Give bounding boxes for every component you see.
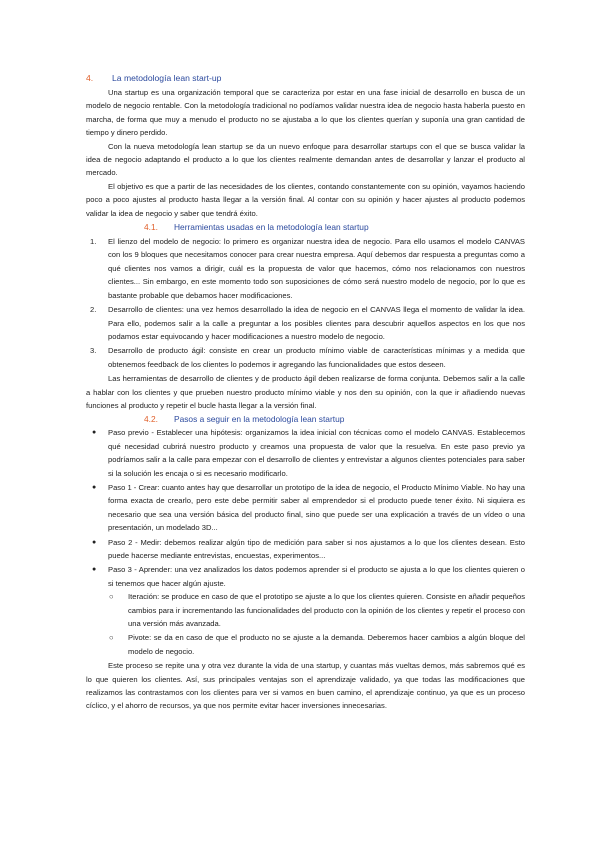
- list-item: [86, 481, 525, 535]
- bullet-icon: ●: [92, 483, 97, 491]
- circle-bullet-icon: ○: [109, 633, 114, 643]
- circle-bullet-icon: ○: [109, 592, 114, 602]
- bullet-icon: ●: [92, 538, 97, 546]
- subsection-number: 4.2.: [144, 414, 158, 425]
- list-item-term: El lienzo del modelo de negocio:: [108, 237, 222, 247]
- list-item-term: Desarrollo de clientes:: [108, 305, 184, 315]
- list-item: [86, 235, 525, 302]
- list-marker: 1.: [90, 237, 97, 247]
- list-item-text: una vez hemos desarrollado la idea de negocio en el CANVAS llega el momento de validar la idea. Para ello, podemos salir a la calle a preguntar a los posibles clientes para descubrir aquellos aspectos en los que nos podamos estar equivocando y hacer modificaciones a nuestro modelo de negocio.: [108, 305, 525, 341]
- list-item-text: consiste en crear un producto mínimo viable de características mínimas y a medida que obtenemos feedback de los clientes lo podemos ir agregando las funcionalidades que estos deseen.: [108, 346, 525, 369]
- tools-list: [86, 235, 525, 371]
- paragraph-objective: El objetivo es que a partir de las necesidades de los clientes, contando constantemente con su opinión, vayamos haciendo poco a poco ajustes al producto hasta llegar a la versión final. Al contar con su opinión y hacer ajustes al producto podemos validar la idea de negocio y saber que tendrá éxito.: [86, 181, 525, 218]
- paragraph-steps-closing: Este proceso se repite una y otra vez durante la vida de una startup, y cuantas más vueltas demos, más sabremos qué es lo que quieren los clientes. Así, sus principales ventajas son el aprendizaje validado, ya que todas las modificaciones que realizamos las contrastamos con los clientes para ver si vamos en buen camino, el aprendizaje continuo, ya que es un proceso cíclico, y el ahorro de recursos, ya que nos permite evitar hacer inversiones innecesarias.: [86, 661, 525, 711]
- section-heading-4: [86, 71, 525, 85]
- paragraph-tools-closing: Las herramientas de desarrollo de clientes y de producto ágil deben realizarse de forma conjunta. Debemos salir a la calle a hablar con los clientes y que prueben nuestro producto mínimo viable y nos den su opinión, con la que ir añadiendo nuevas funciones al producto y repetir el bucle hasta llegar a la versión final.: [86, 374, 525, 410]
- list-item: [86, 303, 525, 343]
- list-item-text: una vez analizados los datos podemos aprender si el producto se ajusta a lo que los clientes quieren o si tenemos que hacer algún ajuste.: [108, 565, 525, 588]
- list-item-term: Desarrollo de producto ágil:: [108, 346, 206, 356]
- sub-list-item: [86, 631, 525, 658]
- sub-list: [86, 590, 525, 658]
- list-item: [86, 344, 525, 371]
- sub-item-text: se da en caso de que el producto no se ajuste a la demanda. Deberemos hacer cambios a algún bloque del modelo de negocio.: [128, 633, 525, 656]
- sub-list-item: [86, 590, 525, 630]
- steps-list: [86, 426, 525, 658]
- list-item-text: debemos realizar algún tipo de medición para saber si nos ajustamos a lo que los clientes desean. Esto puede hacerse mediante entrevistas, encuestas, experimentos...: [108, 537, 525, 560]
- list-marker: 3.: [90, 346, 97, 356]
- list-item: [86, 563, 525, 658]
- list-marker: 2.: [90, 305, 97, 315]
- subsection-title: Herramientas usadas en la metodología lean startup: [174, 222, 369, 233]
- paragraph-lean-approach: Con la nueva metodología lean startup se da un nuevo enfoque para desarrollar startups con el que se busca validar la idea de negocio adaptando el producto a lo que los clientes realmente demandan antes de desarrollar y lanzar el producto al mercado.: [86, 141, 525, 178]
- sub-item-term: Iteración:: [128, 592, 160, 602]
- list-item-text: organizamos la idea inicial con técnicas como el modelo CANVAS. Establecemos qué necesidad cubrirá nuestro producto y creamos una propuesta de valor que la resuelva. En este paso previo ya podríamos salir a la calle para empezar con el desarrollo de clientes y entrevistar a algunos clientes potenciales para saber si la solución les encaja o si es necesario modificarlo.: [108, 428, 525, 478]
- document-content: [86, 71, 525, 713]
- bullet-icon: ●: [92, 429, 97, 437]
- list-item-text: lo primero es organizar nuestra idea de negocio. Para ello usamos el modelo CANVAS con los 9 bloques que necesitamos conocer para crear nuestra empresa. Aquí debemos dar respuesta a preguntas como a qué clientes nos vamos a dirigir, cuál es la propuesta de valor que hacemos, cómo nos relacionamos con nuestros clientes... Sin embargo, en este momento todo son suposiciones de cómo será nuestro modelo de negocio, por lo que es bastante probable que debamos hacer modificaciones.: [108, 237, 525, 300]
- subsection-title: Pasos a seguir en la metodología lean startup: [174, 414, 345, 425]
- list-item-term: Paso 2 - Medir:: [108, 537, 162, 547]
- subsection-number: 4.1.: [144, 222, 158, 233]
- section-heading-4-1: [144, 220, 525, 234]
- sub-item-text: se produce en caso de que el prototipo se ajuste a lo que los clientes quieren. Consiste en añadir pequeños cambios para ir incrementando las funcionalidades del producto con la opinión de los clientes y repetir el proceso con una versión más avanzada.: [128, 592, 525, 629]
- section-title: La metodología lean start-up: [112, 73, 222, 83]
- section-heading-4-2: [144, 412, 525, 426]
- list-item-text: cuanto antes hay que desarrollar un prototipo de la idea de negocio, el Producto Mínimo Viable. No hay una forma exacta de crearlo, pero este debe permitir saber al emprendedor si el producto puede tener éxito. Ni siquiera es necesario que sea una versión básica del producto final, sino que puede ser una explicación a través de un vídeo o una presentación, un modelado 3D...: [108, 482, 525, 533]
- sub-item-term: Pivote:: [128, 633, 152, 643]
- paragraph-startup-definition: Una startup es una organización temporal que se caracteriza por estar en una fase inicial de desarrollo en busca de un modelo de negocio rentable. Con la metodología tradicional no podíamos validar nuestra idea de negocio hasta haberla puesto en marcha, de forma que muy a menudo el producto no se ajustaba a lo que los clientes querían y suponía una gran cantidad de tiempo y dinero perdido.: [86, 88, 525, 138]
- list-item-term: Paso 1 - Crear:: [108, 482, 160, 492]
- list-item-term: Paso previo - Establecer una hipótesis:: [108, 428, 243, 438]
- list-item: [86, 536, 525, 563]
- list-item-term: Paso 3 - Aprender:: [108, 565, 173, 575]
- list-item: [86, 426, 525, 480]
- bullet-icon: ●: [92, 566, 97, 574]
- section-number: 4.: [86, 73, 94, 83]
